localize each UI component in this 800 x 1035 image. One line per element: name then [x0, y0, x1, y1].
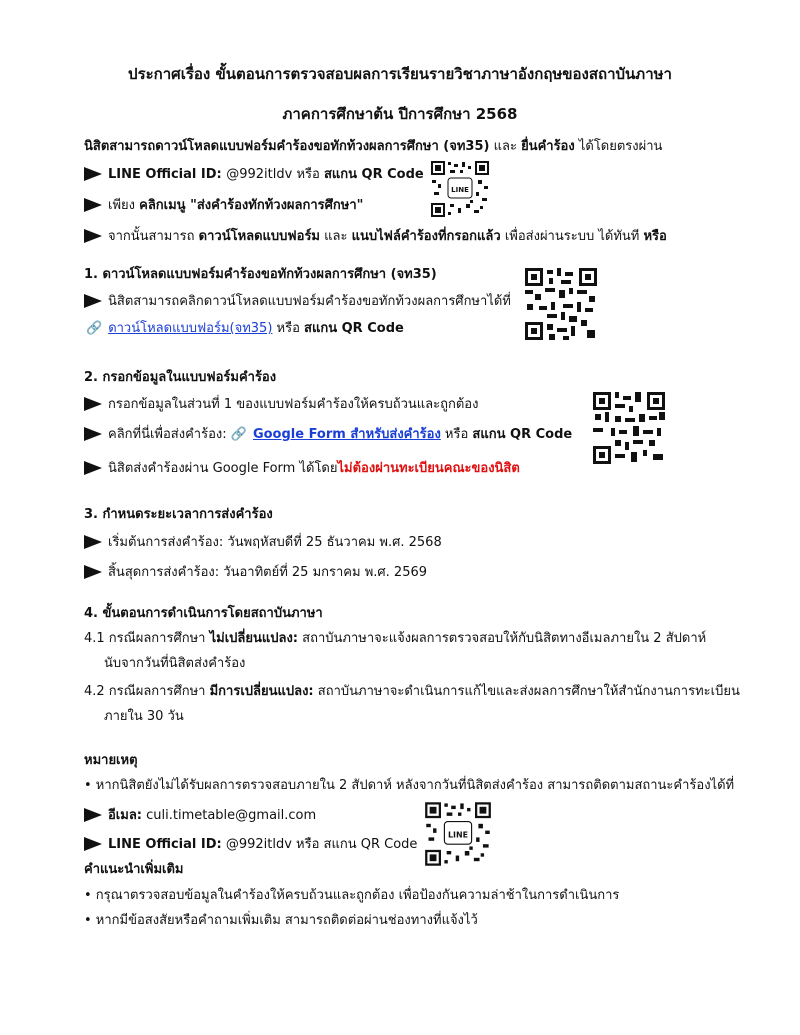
section1-heading: 1. ดาวน์โหลดแบบฟอร์มคำร้องขอทักท้วงผลการศึกษา (จท35): [84, 267, 437, 282]
section4-p2-b: มีการเปลี่ยนแปลง:: [209, 684, 314, 699]
section3-start: เริ่มต้นการส่งคำร้อง: วันพฤหัสบดีที่ 25 ธันวาคม พ.ศ. 2568: [108, 535, 442, 550]
line-oa-scan: สแกน QR Code: [323, 167, 424, 182]
section2-line2-a: คลิกที่นี่เพื่อส่งคำร้อง:: [108, 427, 231, 442]
link-icon: 🔗: [86, 321, 103, 336]
section4-p1-b: ไม่เปลี่ยนแปลง:: [209, 631, 299, 646]
upload-d: แนบไฟล์คำร้องที่กรอกแล้ว: [351, 229, 501, 244]
section1-link-row: [86, 320, 404, 338]
arrow-icon: [84, 294, 102, 308]
section3-start-row: [84, 534, 442, 552]
line-oa-row: [84, 166, 424, 184]
section2-line1: กรอกข้อมูลในส่วนที่ 1 ของแบบฟอร์มคำร้องให้ครบถ้วนและถูกต้อง: [108, 397, 479, 412]
link-icon: 🔗: [230, 427, 247, 442]
advice-bullet1: • กรุณาตรวจสอบข้อมูลในคำร้องให้ครบถ้วนและถูกต้อง เพื่อป้องกันความล่าช้าในการดำเนินการ: [84, 888, 620, 903]
intro-c: ยื่นคำร้อง: [521, 139, 575, 154]
arrow-icon: [84, 198, 102, 212]
menu-row: [84, 197, 363, 215]
section4-p2-d: ภายใน 30 วัน: [104, 709, 184, 724]
section3-heading: 3. กำหนดระยะเวลาการส่งคำร้อง: [84, 507, 273, 522]
section1-scan: สแกน QR Code: [304, 321, 404, 336]
arrow-icon: [84, 229, 102, 243]
notes-line-label: LINE Official ID:: [108, 837, 222, 852]
qr-line-text-2: LINE: [447, 830, 469, 840]
menu-b: คลิกเมนู "ส่งคำร้องทักท้วงผลการศึกษา": [139, 198, 364, 213]
section4-p2-c: สถาบันภาษาจะดำเนินการแก้ไขและส่งผลการศึกษาให้สำนักงานการทะเบียน: [313, 684, 740, 699]
section4-p1-d: นับจากวันที่นิสิตส่งคำร้อง: [104, 656, 246, 671]
notes-line-qr-code-icon: [424, 801, 492, 867]
intro-b: และ: [489, 139, 522, 154]
section4-p2-row: [84, 683, 740, 701]
arrow-icon: [84, 837, 102, 851]
google-form-qr-code-icon: [593, 392, 665, 464]
line-oa-or: หรือ: [292, 167, 324, 182]
intro-text: [84, 138, 662, 156]
upload-b: ดาวน์โหลดแบบฟอร์ม: [198, 229, 320, 244]
upload-e: เพื่อส่งผ่านระบบ ได้ทันที: [500, 229, 644, 244]
section4-p1-c: สถาบันภาษาจะแจ้งผลการตรวจสอบให้กับนิสิตทางอีเมลภายใน 2 สัปดาห์: [298, 631, 707, 646]
arrow-icon: [84, 167, 102, 181]
arrow-icon: [84, 461, 102, 475]
qr-line-text: LINE: [451, 186, 469, 194]
arrow-icon: [84, 427, 102, 441]
section4-heading: 4. ขั้นตอนการดำเนินการโดยสถาบันภาษา: [84, 606, 323, 621]
section2-line2-scan: สแกน QR Code: [472, 427, 573, 442]
notes-line-row: [84, 836, 417, 854]
section2-line2-or: หรือ: [440, 427, 473, 442]
arrow-icon: [84, 535, 102, 549]
section1-line1: นิสิตสามารถคลิกดาวน์โหลดแบบฟอร์มคำร้องขอทักท้วงผลการศึกษาได้ที่: [108, 294, 511, 309]
notes-heading: หมายเหตุ: [84, 753, 138, 768]
notes-bullet1: • หากนิสิตยังไม่ได้รับผลการตรวจสอบภายใน 2 สัปดาห์ หลังจากวันที่นิสิตส่งคำร้อง สามารถติดตามสถานะคำร้องได้ที่: [84, 778, 735, 793]
intro-d: ได้โดยตรงผ่าน: [574, 139, 663, 154]
upload-c: และ: [320, 229, 352, 244]
google-form-link[interactable]: Google Form สำหรับส่งคำร้อง: [252, 427, 441, 442]
upload-a: จากนั้นสามารถ: [108, 229, 199, 244]
upload-row: [84, 228, 667, 246]
section4-p1-row: [84, 630, 706, 648]
menu-a: เพียง: [108, 198, 140, 213]
section1-line1-row: [84, 293, 511, 311]
intro-a: นิสิตสามารถดาวน์โหลดแบบฟอร์มคำร้องขอทักท้วงผลการศึกษา (จท35): [84, 139, 490, 154]
page-title: ประกาศเรื่อง ขั้นตอนการตรวจสอบผลการเรียนรายวิชาภาษาอังกฤษของสถาบันภาษา: [128, 65, 672, 83]
section2-line3-a: นิสิตส่งคำร้องผ่าน Google Form ได้โดย: [108, 461, 338, 476]
section2-line1-row: [84, 396, 478, 414]
notes-email-label: อีเมล:: [108, 808, 142, 823]
notes-email-row: [84, 807, 316, 825]
arrow-icon: [84, 808, 102, 822]
notes-line-rest: @992itldv หรือ สแกน QR Code: [221, 837, 418, 852]
section3-end-row: [84, 564, 427, 582]
line-oa-label: LINE Official ID:: [108, 167, 227, 182]
advice-heading: คำแนะนำเพิ่มเติม: [84, 862, 184, 877]
section2-line3-row: [84, 460, 520, 478]
section2-line3-red: ไม่ต้องผ่านทะเบียนคณะของนิสิต: [337, 461, 520, 476]
arrow-icon: [84, 397, 102, 411]
download-qr-code-icon: [525, 268, 597, 340]
notes-email[interactable]: culi.timetable@gmail.com: [142, 808, 317, 823]
page-subtitle: ภาคการศึกษาต้น ปีการศึกษา 2568: [282, 105, 518, 123]
advice-bullet2: • หากมีข้อสงสัยหรือคำถามเพิ่มเติม สามารถติดต่อผ่านช่องทางที่แจ้งไว้: [84, 913, 478, 928]
arrow-icon: [84, 565, 102, 579]
section3-end: สิ้นสุดการส่งคำร้อง: วันอาทิตย์ที่ 25 มกราคม พ.ศ. 2569: [108, 565, 428, 580]
section2-heading: 2. กรอกข้อมูลในแบบฟอร์มคำร้อง: [84, 370, 277, 385]
line-qr-code-icon: [430, 160, 490, 218]
section4-p2-a: 4.2 กรณีผลการศึกษา: [84, 684, 210, 699]
section2-line2-row: [84, 426, 572, 444]
line-oa-id: @992itldv: [226, 167, 293, 182]
section4-p1-a: 4.1 กรณีผลการศึกษา: [84, 631, 210, 646]
upload-f: หรือ: [643, 229, 667, 244]
section1-or: หรือ: [272, 321, 305, 336]
download-form-link[interactable]: ดาวน์โหลดแบบฟอร์ม(จท35): [108, 321, 273, 336]
